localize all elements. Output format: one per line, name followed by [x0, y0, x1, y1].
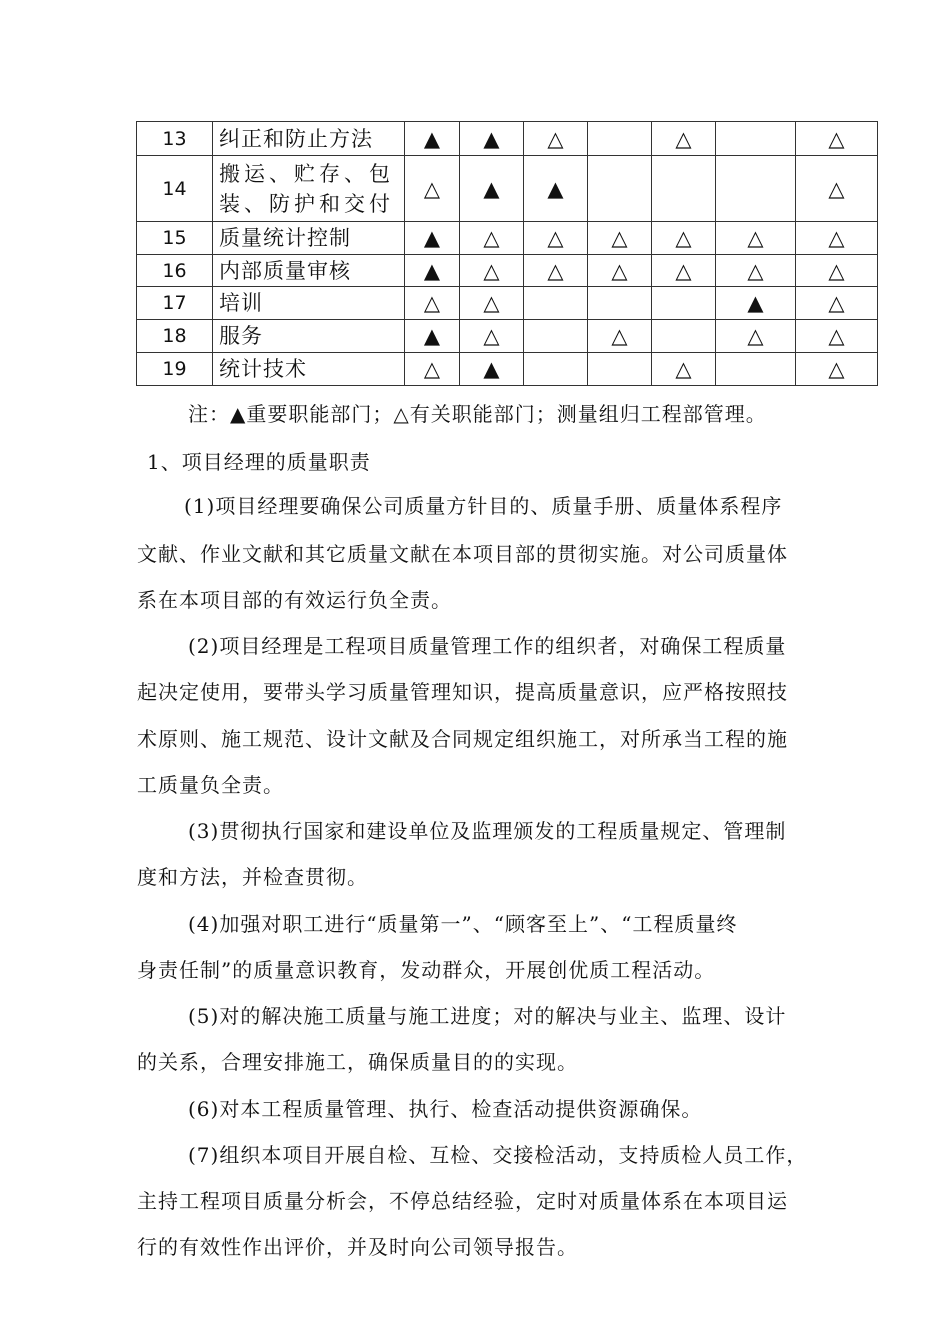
table-row	[137, 255, 878, 287]
paragraph-2-line-4: 工质量负全责。	[137, 773, 284, 797]
department-mark-cell: △	[405, 287, 460, 320]
department-mark-cell: △	[716, 222, 796, 255]
table-row	[137, 353, 878, 386]
department-mark-cell	[524, 353, 588, 386]
table-row	[137, 156, 878, 222]
row-item: 质量统计控制	[213, 222, 405, 255]
department-mark-cell	[588, 122, 652, 156]
paragraph-3-line-1: (3)贯彻执行国家和建设单位及监理颁发的工程质量规定、管理制	[188, 819, 787, 843]
paragraph-7-line-2: 主持工程项目质量分析会，不停总结经验，定时对质量体系在本项目运	[137, 1189, 788, 1213]
table-note: 注：▲重要职能部门；△有关职能部门；测量组归工程部管理。	[188, 402, 767, 426]
department-mark-cell: ▲	[460, 353, 524, 386]
department-mark-cell	[716, 353, 796, 386]
department-mark-cell	[588, 156, 652, 222]
department-mark-cell: △	[460, 255, 524, 287]
row-item: 纠正和防止方法	[213, 122, 405, 156]
paragraph-7-line-3: 行的有效性作出评价，并及时向公司领导报告。	[137, 1235, 578, 1259]
paragraph-1-line-3: 系在本项目部的有效运行负全责。	[137, 588, 452, 612]
department-mark-cell: △	[796, 156, 878, 222]
department-mark-cell: △	[652, 255, 716, 287]
department-mark-cell: ▲	[716, 287, 796, 320]
paragraph-2-line-3: 术原则、施工规范、设计文献及合同规定组织施工，对所承当工程的施	[137, 727, 788, 751]
department-mark-cell: ▲	[524, 156, 588, 222]
department-mark-cell: △	[716, 320, 796, 353]
paragraph-6-line-1: (6)对本工程质量管理、执行、检查活动提供资源确保。	[188, 1097, 703, 1121]
department-mark-cell: △	[796, 222, 878, 255]
department-mark-cell: ▲	[405, 320, 460, 353]
department-mark-cell: ▲	[405, 255, 460, 287]
department-mark-cell: △	[716, 255, 796, 287]
department-mark-cell: △	[796, 353, 878, 386]
paragraph-2-line-2: 起决定使用，要带头学习质量管理知识，提高质量意识，应严格按照技	[137, 680, 788, 704]
department-mark-cell: △	[796, 320, 878, 353]
department-mark-cell: △	[460, 222, 524, 255]
row-number: 13	[137, 122, 213, 156]
department-mark-cell	[588, 353, 652, 386]
section-title: 1、项目经理的质量职责	[147, 450, 371, 474]
row-item: 内部质量审核	[213, 255, 405, 287]
department-mark-cell: △	[524, 255, 588, 287]
department-mark-cell	[716, 122, 796, 156]
department-mark-cell: △	[405, 156, 460, 222]
department-mark-cell	[652, 156, 716, 222]
department-mark-cell	[716, 156, 796, 222]
department-mark-cell: △	[588, 222, 652, 255]
table-row	[137, 222, 878, 255]
department-mark-cell: △	[652, 122, 716, 156]
row-number: 17	[137, 287, 213, 320]
row-item: 服务	[213, 320, 405, 353]
paragraph-4-line-2: 身责任制”的质量意识教育，发动群众，开展创优质工程活动。	[137, 958, 716, 982]
department-mark-cell: △	[460, 287, 524, 320]
row-number: 16	[137, 255, 213, 287]
paragraph-1-line-2: 文献、作业文献和其它质量文献在本项目部的贯彻实施。对公司质量体	[137, 542, 788, 566]
department-mark-cell	[652, 287, 716, 320]
department-mark-cell	[588, 287, 652, 320]
department-mark-cell: △	[588, 320, 652, 353]
department-mark-cell: △	[652, 222, 716, 255]
department-mark-cell: △	[796, 287, 878, 320]
department-mark-cell: ▲	[460, 122, 524, 156]
row-item: 搬运、贮存、包装、防护和交付	[213, 156, 405, 222]
department-mark-cell	[524, 320, 588, 353]
paragraph-5-line-2: 的关系，合理安排施工，确保质量目的的实现。	[137, 1050, 578, 1074]
table-row	[137, 122, 878, 156]
paragraph-5-line-1: (5)对的解决施工质量与施工进度；对的解决与业主、监理、设计	[188, 1004, 787, 1028]
paragraph-1-line-1: (1)项目经理要确保公司质量方针目的、质量手册、质量体系程序	[184, 494, 783, 518]
department-mark-cell: △	[652, 353, 716, 386]
paragraph-4-line-1: (4)加强对职工进行“质量第一”、“顾客至上”、“工程质量终	[188, 912, 738, 936]
department-mark-cell: △	[524, 222, 588, 255]
department-mark-cell: △	[796, 122, 878, 156]
department-mark-cell: △	[460, 320, 524, 353]
table-row	[137, 287, 878, 320]
paragraph-2-line-1: (2)项目经理是工程项目质量管理工作的组织者，对确保工程质量	[188, 634, 787, 658]
row-number: 14	[137, 156, 213, 222]
row-number: 15	[137, 222, 213, 255]
paragraph-7-line-1: (7)组织本项目开展自检、互检、交接检活动，支持质检人员工作，	[188, 1143, 808, 1167]
row-number: 19	[137, 353, 213, 386]
row-item: 统计技术	[213, 353, 405, 386]
row-item: 培训	[213, 287, 405, 320]
department-mark-cell: △	[796, 255, 878, 287]
department-mark-cell: △	[524, 122, 588, 156]
department-mark-cell: △	[405, 353, 460, 386]
department-mark-cell: ▲	[405, 222, 460, 255]
department-mark-cell: ▲	[460, 156, 524, 222]
department-mark-cell	[524, 287, 588, 320]
department-mark-cell: ▲	[405, 122, 460, 156]
responsibility-matrix-table	[136, 121, 878, 386]
department-mark-cell	[652, 320, 716, 353]
row-number: 18	[137, 320, 213, 353]
paragraph-3-line-2: 度和方法，并检查贯彻。	[137, 865, 368, 889]
department-mark-cell: △	[588, 255, 652, 287]
table-row	[137, 320, 878, 353]
